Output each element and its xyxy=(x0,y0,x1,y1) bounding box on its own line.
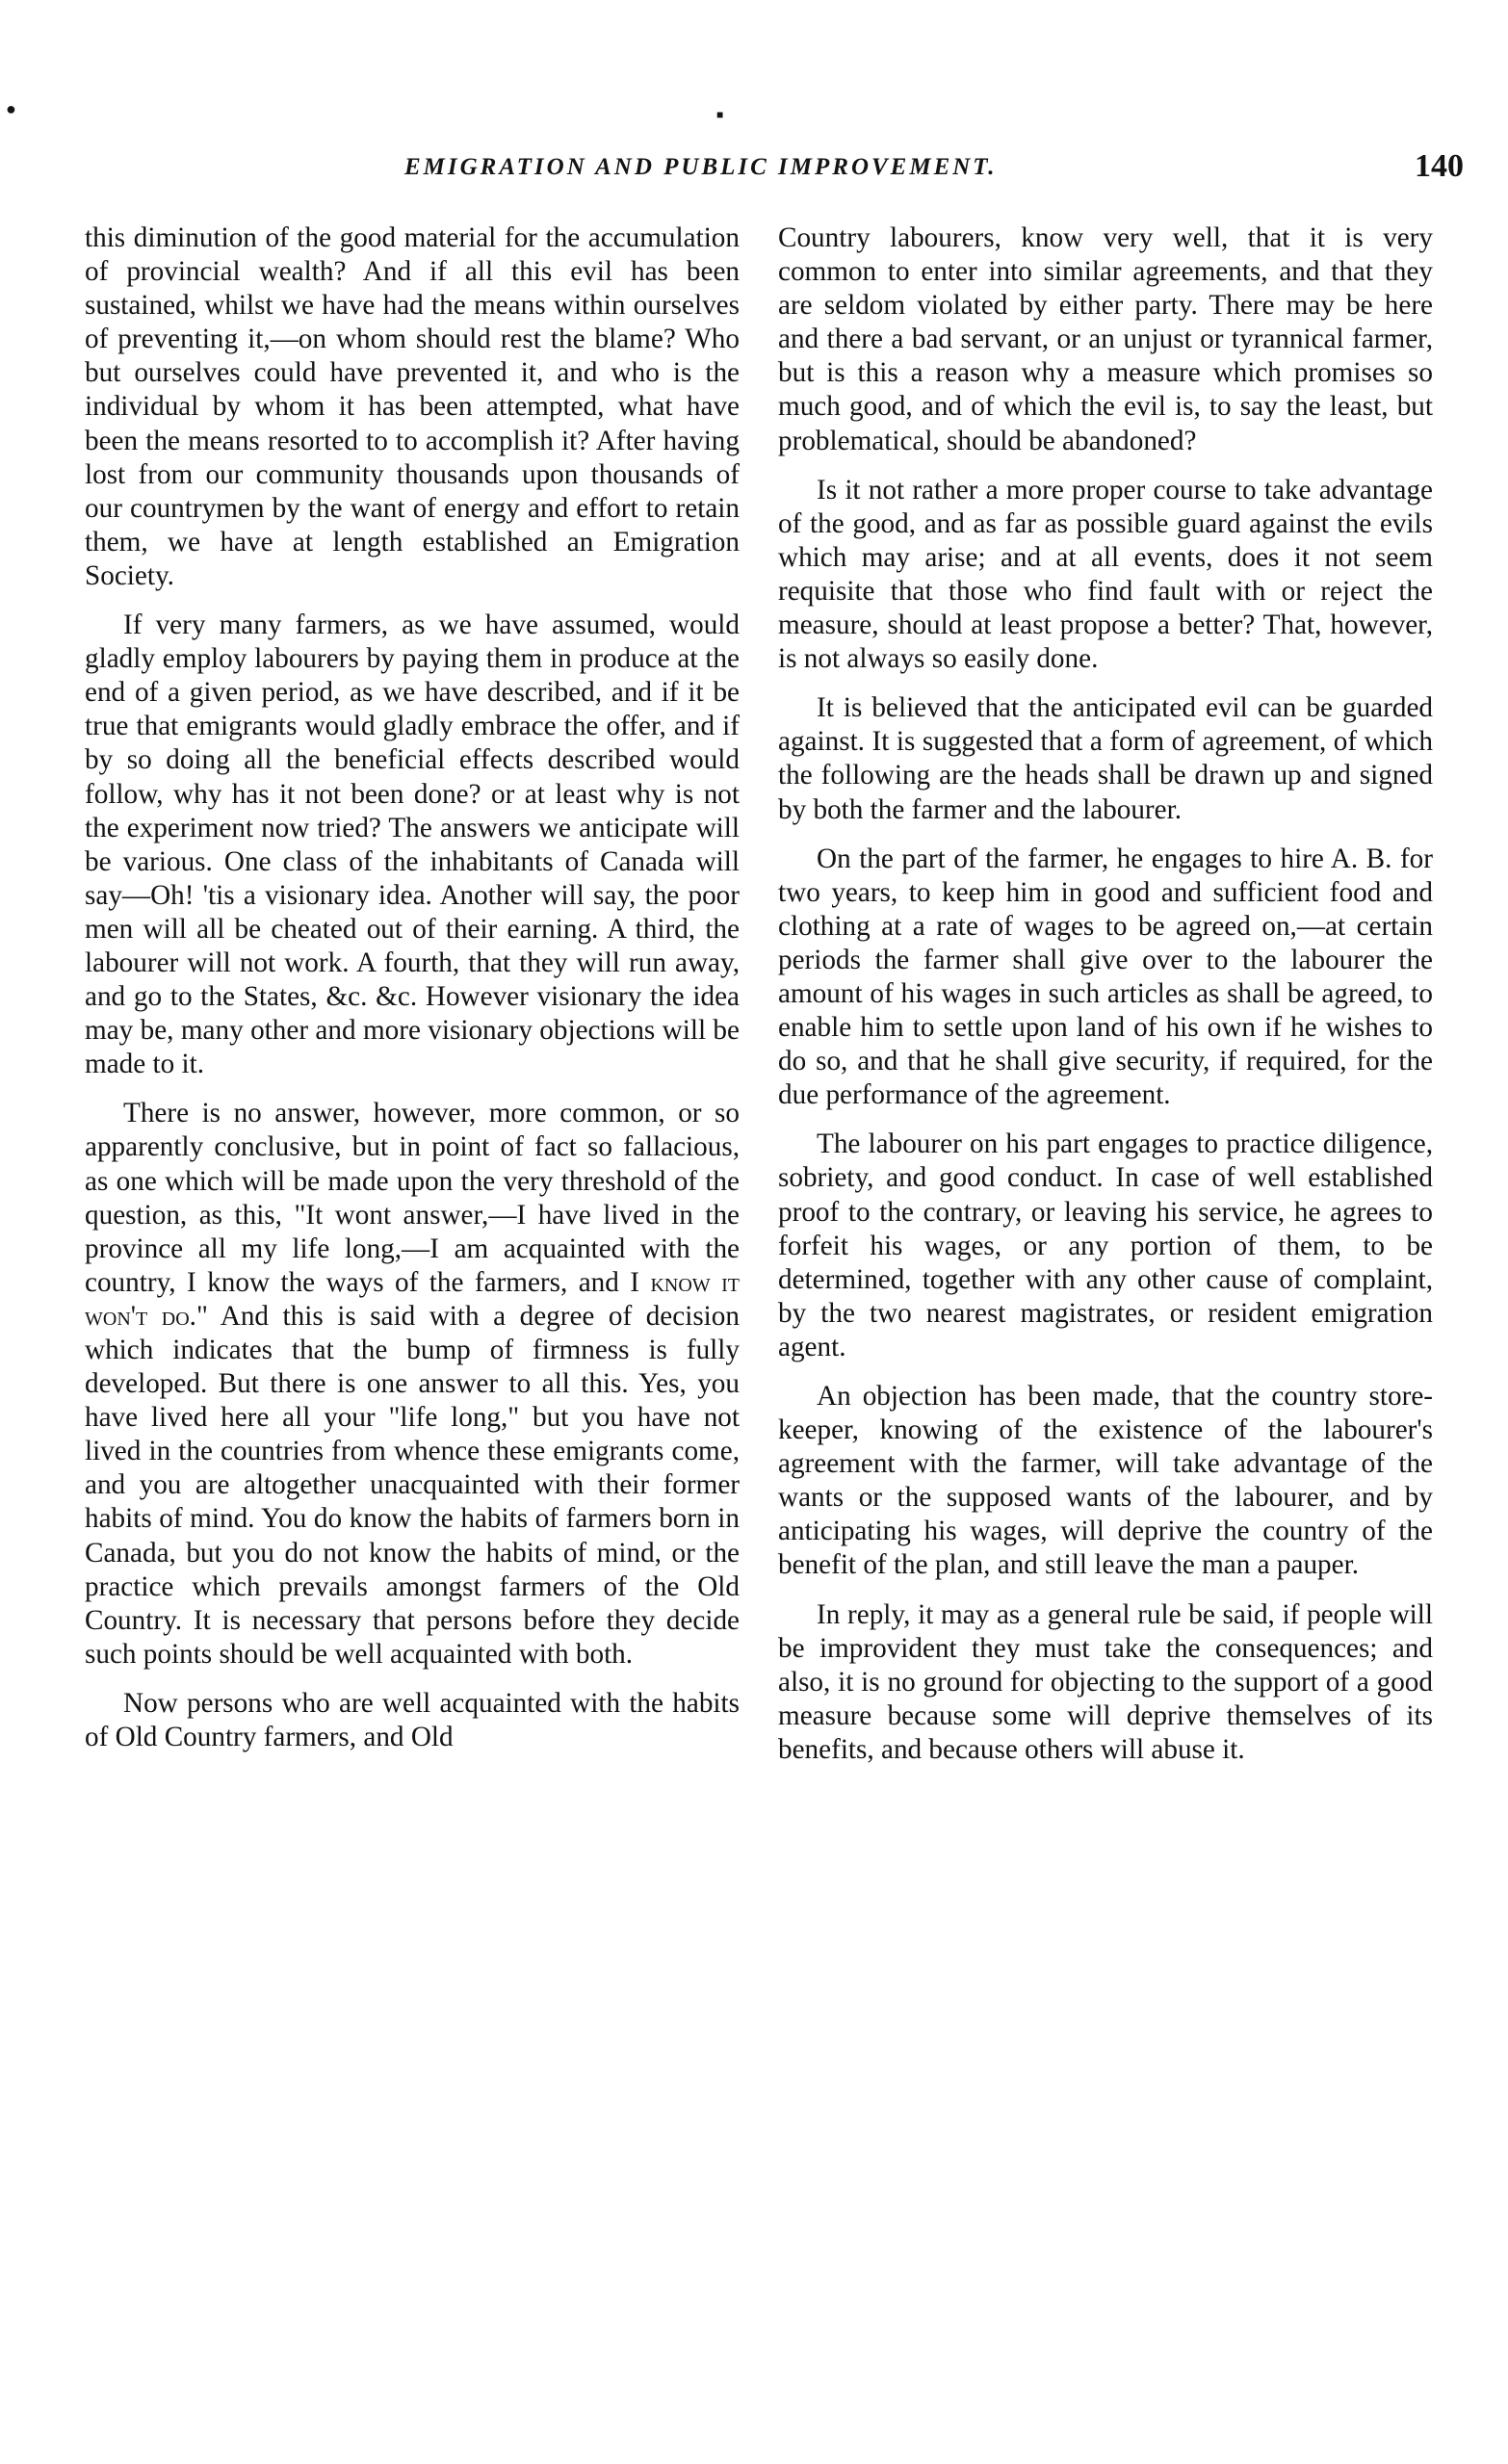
paragraph: It is believed that the anticipated evil can be guarded against. It is suggested that a form of agreement, of which the following are the heads shall be drawn up and signed by both the farmer and the labourer. xyxy=(778,692,1433,825)
paragraph: The labourer on his part engages to practice diligence, sobriety, and good conduct. In case of well established proof to the contrary, or leaving his service, he agrees to forfeit his wages, or any portion of them, to be determined, together with any other cause of complaint, by the two nearest magistrates, or resident emigration agent. xyxy=(778,1128,1433,1362)
paragraph: Now persons who are well acquainted with the habits of Old Country farmers, and Old xyxy=(85,1687,740,1753)
paragraph: Is it not rather a more proper course to take advantage of the good, and as far as possible guard against the evils which may arise; and at all events, does it not seem requisite that those who find fault with or reject the measure, should at least propose a better? That, however, is not always so easily done. xyxy=(778,474,1433,675)
running-head: EMIGRATION AND PUBLIC IMPROVEMENT. xyxy=(404,154,998,180)
paragraph-text: There is no answer, however, more common, or so apparently conclusive, but in point of fact so fallacious, as one which will be made upon the very threshold of the question, as this, "It wont answer,—I have lived in the province all my life long,—I am acquainted with the country, I know the ways of the farmers, and I xyxy=(85,1098,740,1298)
right-column xyxy=(778,221,1433,1782)
emphasis-smallcaps: know it won't do. xyxy=(85,1266,740,1332)
page-header xyxy=(87,148,1464,193)
paragraph: If very many farmers, as we have assumed, would gladly employ labourers by paying them in produce at the end of a given period, as we have described, and if it be true that emigrants would gladly embrace the offer, and if by so doing all the beneficial effects described would follow, why has it not been done? or at least why is not the experiment now tried? The answers we anticipate will be various. One class of the inhabitants of Canada will say—Oh! 'tis a visionary idea. Another will say, the poor men will all be cheated out of their earning. A third, the labourer will not work. A fourth, that they will run away, and go to the States, &c. &c. However visionary the idea may be, many other and more visionary objections will be made to it. xyxy=(85,610,740,1080)
page-number: 140 xyxy=(1415,148,1464,184)
paragraph: In reply, it may as a general rule be said, if people will be improvident they must take the consequences; and also, it is no ground for objecting to the support of a good measure because some will deprive themselves of its benefits, and because others will abuse it. xyxy=(778,1598,1433,1765)
paragraph: On the part of the farmer, he engages to hire A. B. for two years, to keep him in good and sufficient food and clothing at a rate of wages to be agreed on,—at certain periods the farmer shall give over to the labourer the amount of his wages in such articles as shall be agreed, to enable him to settle upon land of his own if he wishes to do so, and that he shall give security, if required, for the due performance of the agreement. xyxy=(778,843,1433,1111)
print-speck: ● xyxy=(6,99,16,118)
paragraph: An objection has been made, that the country store-keeper, knowing of the existence of the labourer's agreement with the farmer, will take advantage of the wants or the supposed wants of the labourer, and by anticipating his wages, will deprive the country of the benefit of the plan, and still leave the man a pauper. xyxy=(778,1381,1433,1581)
paragraph xyxy=(85,1097,740,1672)
left-column xyxy=(85,221,740,1770)
print-speck: ■ xyxy=(716,108,724,121)
paragraph-text: " And this is said with a degree of decision which indicates that the bump of firmness is fully developed. But there is one answer to all this. Yes, you have lived here all your "life long," but you have not lived in the countries from whence these emigrants come, and you are altogether unacquainted with their former habits of mind. You do know the habits of farmers born in Canada, but you do not know the habits of mind, or the practice which prevails amongst farmers of the Old Country. It is necessary that persons before they decide such points should be well acquainted with both. xyxy=(85,1300,740,1670)
paragraph: this diminution of the good material for the accumulation of provincial wealth? And if all this evil has been sustained, whilst we have had the means within ourselves of preventing it,—on whom should rest the blame? Who but ourselves could have prevented it, and who is the individual by whom it has been attempted, what have been the means resorted to to accomplish it? After having lost from our community thousands upon thousands of our countrymen by the want of energy and effort to retain them, we have at length established an Emigration Society. xyxy=(85,222,740,591)
paragraph: Country labourers, know very well, that it is very common to enter into similar agreements, and that they are seldom violated by either party. There may be here and there a bad servant, or an unjust or tyrannical farmer, but is this a reason why a measure which promises so much good, and of which the evil is, to say the least, but problematical, should be abandoned? xyxy=(778,222,1433,456)
